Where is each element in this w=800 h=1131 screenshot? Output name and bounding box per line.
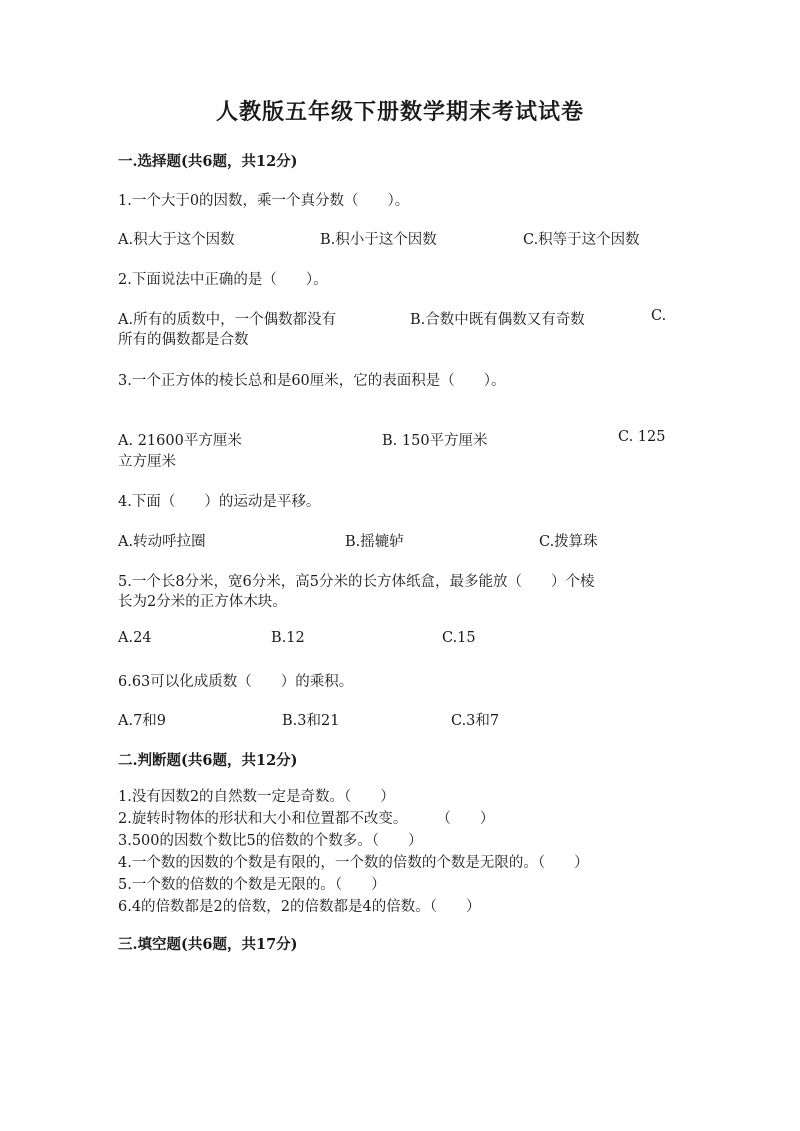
question-4-option-a[interactable]: A.转动呼拉圈	[118, 534, 206, 550]
true-false-item: 5.一个数的倍数的个数是无限的。（ ）	[118, 877, 386, 893]
question-5-option-b[interactable]: B.12	[271, 630, 305, 646]
question-1-option-b[interactable]: B.积小于这个因数	[320, 232, 437, 248]
question-3-option-c-continued: 立方厘米	[118, 454, 176, 470]
question-6-option-b[interactable]: B.3和21	[282, 713, 340, 729]
question-4-option-b[interactable]: B.摇辘轳	[345, 534, 404, 550]
question-6-option-c[interactable]: C.3和7	[451, 713, 500, 729]
question-6-stem: 6.63可以化成质数（ ）的乘积。	[118, 674, 354, 690]
question-2-option-c[interactable]: C.	[651, 308, 667, 324]
section-2-heading: 二.判断题(共6题，共12分)	[118, 752, 298, 769]
true-false-list	[118, 786, 678, 918]
true-false-item: 6.4的倍数都是2的倍数，2的倍数都是4的倍数。（ ）	[118, 899, 481, 915]
page-title: 人教版五年级下册数学期末考试试卷	[215, 99, 584, 125]
question-4-stem: 4.下面（ ）的运动是平移。	[118, 494, 321, 510]
true-false-item: 1.没有因数2的自然数一定是奇数。（ ）	[118, 789, 395, 805]
question-3-option-b[interactable]: B. 150平方厘米	[382, 433, 488, 449]
question-5-stem: 5.一个长8分米，宽6分米，高5分米的长方体纸盒，最多能放（ ）个棱	[118, 574, 595, 590]
question-2-option-a[interactable]: A.所有的质数中，一个偶数都没有	[118, 312, 337, 328]
question-1-stem: 1.一个大于0的因数，乘一个真分数（ ）。	[118, 193, 410, 209]
question-2-option-b[interactable]: B.合数中既有偶数又有奇数	[410, 312, 585, 328]
section-1-heading: 一.选择题(共6题，共12分)	[118, 153, 298, 170]
question-6-option-a[interactable]: A.7和9	[118, 713, 167, 729]
true-false-item: 4.一个数的因数的个数是有限的，一个数的倍数的个数是无限的。（ ）	[118, 855, 589, 871]
question-2-option-c-continued: 所有的偶数都是合数	[118, 332, 249, 348]
question-4-option-c[interactable]: C.拨算珠	[539, 534, 598, 550]
question-2-stem: 2.下面说法中正确的是（ ）。	[118, 272, 328, 288]
question-3-option-c[interactable]: C. 125	[618, 429, 666, 445]
question-5-option-a[interactable]: A.24	[118, 630, 152, 646]
question-3-stem: 3.一个正方体的棱长总和是60厘米，它的表面积是（ ）。	[118, 373, 506, 389]
question-3-option-a[interactable]: A. 21600平方厘米	[118, 433, 242, 449]
section-3-heading: 三.填空题(共6题，共17分)	[118, 936, 298, 953]
question-1-option-c[interactable]: C.积等于这个因数	[523, 232, 640, 248]
true-false-item: 3.500的因数个数比5的倍数的个数多。（ ）	[118, 833, 423, 849]
question-5-option-c[interactable]: C.15	[442, 630, 476, 646]
true-false-item: 2.旋转时物体的形状和大小和位置都不改变。 （ ）	[118, 811, 495, 827]
question-5-stem-continued: 长为2分米的正方体木块。	[118, 594, 287, 610]
question-1-option-a[interactable]: A.积大于这个因数	[118, 232, 235, 248]
